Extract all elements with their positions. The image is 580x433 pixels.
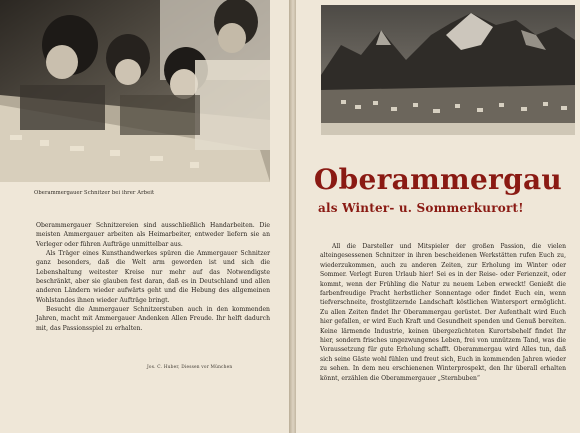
left-paragraph: Oberammergauer Schnitzereien sind ausschließlich Handarbeiten. Die meisten Ammergauer arbeiten als Heimarbeiter, entweder liefern sie an Verleger oder führen Aufträge unmittelbar aus. — [36, 222, 270, 248]
woodcarvers-photo — [0, 0, 270, 182]
right-page — [296, 0, 580, 433]
page-subtitle: als Winter- u. Sommerkurort! — [318, 201, 524, 215]
page-title: Oberammergau — [313, 163, 563, 196]
left-paragraph: Besucht die Ammergauer Schnitzerstuben auch in den kommenden Jahren, macht mit Ammergauer Andenken Allen Freude. Ihr helft dadurch mit, das Passionsspiel zu erhalten. — [36, 306, 270, 332]
left-paragraph: Als Träger eines Kunsthandwerkes spüren die Ammergauer Schnitzer ganz besonders, daß die Welt arm geworden ist und sich die Lebenshaltung weitester Kreise nur mehr auf das Notwendigste beschränkt, aber sie glauben fest daran, daß es in Deutschland und allen anderen Ländern wieder aufwärts geht und die Hebung des allgemeinen Wohlstandes ihnen wieder Aufträge bringt. — [36, 250, 270, 304]
village-mountain-photo — [321, 5, 575, 135]
photo-caption: Oberammergauer Schnitzer bei ihrer Arbeit — [34, 190, 155, 196]
right-body-text: All die Darsteller und Mitspieler der großen Passion, die vielen alteingesessenen Schnitzer in ihren bescheidenen Werkstätten rufen Euch zu, wiederzukommen, auch zu anderen Zeiten, zur Erholung im Winter oder Sommer. Verlegt Euren Urlaub hier! Sei es in der Reise- oder Ferienzeit, oder kommt, wenn der Frühling die Natur zu neuem Leben erweckt! Genießt die farbenfreudige Pracht herbstlicher Sonnentage oder findet Euch ein, wenn tiefverschneite, frostglitzernde Landschaft köstlichen Wintersport ermöglicht. Zu allen Zeiten findet Ihr Oberammergau gerüstet. Der Aufenthalt wird Euch hier gefallen, er wird Euch Kraft und Gesundheit spenden und Genuß bereiten. Keine lärmende Industrie, keinen übergezüchteten Kurortsbehelf findet Ihr hier, sondern frisches ungezwungenes Leben, frei von unnützem Tand, was die Voraussetzung für gute Erholung schafft. Oberammergau wird Alles tun, daß sich seine Gäste wohl fühlen und freut sich, Euch in kommenden Jahren wieder zu sehen. In dem neu erschienenen Winterprospekt, den Ihr überall erhalten könnt, erzählen die Oberammergauer „Sternbuben“ — [320, 243, 566, 382]
printer-credit: Jos. C. Huber, Diessen vor München — [147, 365, 233, 370]
left-body-text — [36, 221, 270, 333]
